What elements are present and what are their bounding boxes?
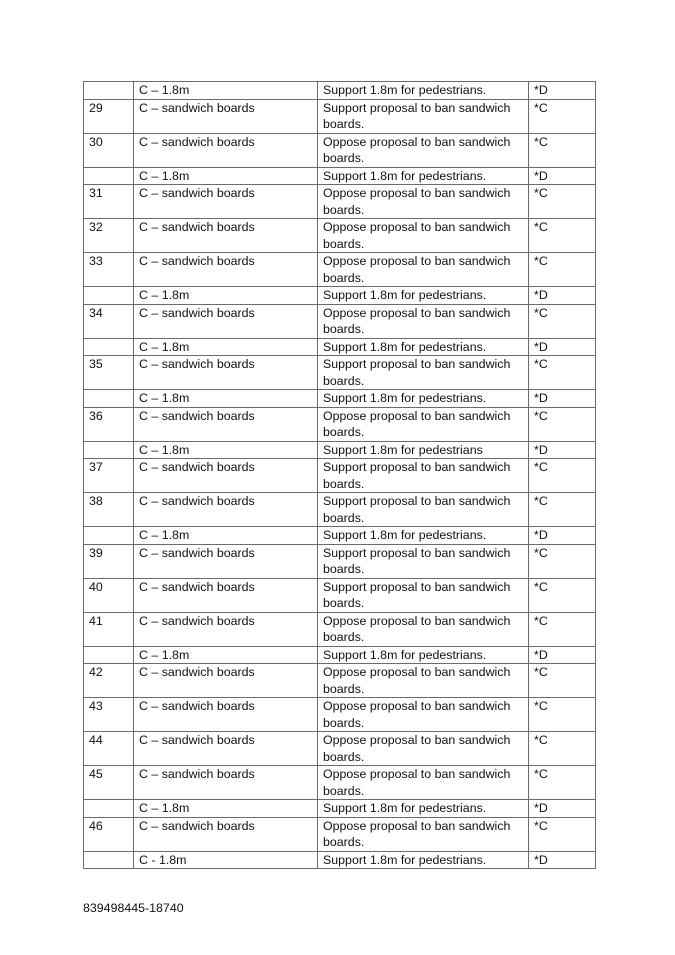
response-number-cell: 37 — [84, 459, 134, 493]
response-number-cell — [84, 287, 134, 305]
topic-cell: C – sandwich boards — [134, 133, 318, 167]
topic-cell: C – sandwich boards — [134, 407, 318, 441]
topic-cell: C – sandwich boards — [134, 698, 318, 732]
topic-cell: C – sandwich boards — [134, 766, 318, 800]
response-number-cell: 32 — [84, 219, 134, 253]
comment-cell: Support 1.8m for pedestrians. — [318, 390, 529, 408]
topic-cell: C – sandwich boards — [134, 99, 318, 133]
comment-cell: Support proposal to ban sandwich boards. — [318, 493, 529, 527]
response-number-cell: 40 — [84, 578, 134, 612]
response-code-cell: *C — [529, 544, 596, 578]
comment-cell: Support 1.8m for pedestrians. — [318, 851, 529, 869]
response-code-cell: *D — [529, 82, 596, 100]
response-code-cell: *C — [529, 407, 596, 441]
table-row — [84, 851, 596, 869]
document-reference-number: 839498445-18740 — [83, 901, 184, 915]
topic-cell: C – sandwich boards — [134, 817, 318, 851]
table-row — [84, 817, 596, 851]
response-code-cell: *C — [529, 698, 596, 732]
topic-cell: C – 1.8m — [134, 338, 318, 356]
response-code-cell: *C — [529, 133, 596, 167]
response-code-cell: *C — [529, 185, 596, 219]
topic-cell: C – 1.8m — [134, 800, 318, 818]
comment-cell: Support 1.8m for pedestrians. — [318, 800, 529, 818]
response-number-cell: 31 — [84, 185, 134, 219]
comment-cell: Support 1.8m for pedestrians. — [318, 82, 529, 100]
topic-cell: C – sandwich boards — [134, 304, 318, 338]
response-code-cell: *C — [529, 459, 596, 493]
table-row — [84, 544, 596, 578]
table-row — [84, 698, 596, 732]
response-code-cell: *D — [529, 338, 596, 356]
response-code-cell: *C — [529, 732, 596, 766]
comment-cell: Support proposal to ban sandwich boards. — [318, 578, 529, 612]
response-code-cell: *C — [529, 253, 596, 287]
response-number-cell — [84, 167, 134, 185]
table-row — [84, 253, 596, 287]
table-row — [84, 99, 596, 133]
comment-cell: Support proposal to ban sandwich boards. — [318, 99, 529, 133]
topic-cell: C – sandwich boards — [134, 253, 318, 287]
response-code-cell: *C — [529, 664, 596, 698]
response-number-cell: 30 — [84, 133, 134, 167]
comment-cell: Oppose proposal to ban sandwich boards. — [318, 304, 529, 338]
response-number-cell: 43 — [84, 698, 134, 732]
response-code-cell: *C — [529, 99, 596, 133]
comment-cell: Support proposal to ban sandwich boards. — [318, 356, 529, 390]
response-number-cell: 36 — [84, 407, 134, 441]
response-number-cell: 38 — [84, 493, 134, 527]
comment-cell: Support 1.8m for pedestrians. — [318, 646, 529, 664]
response-number-cell — [84, 527, 134, 545]
response-number-cell: 34 — [84, 304, 134, 338]
response-code-cell: *C — [529, 493, 596, 527]
topic-cell: C – sandwich boards — [134, 459, 318, 493]
response-code-cell: *C — [529, 612, 596, 646]
comment-cell: Oppose proposal to ban sandwich boards. — [318, 698, 529, 732]
table-row — [84, 390, 596, 408]
topic-cell: C - 1.8m — [134, 851, 318, 869]
response-number-cell: 29 — [84, 99, 134, 133]
table-row — [84, 133, 596, 167]
table-row — [84, 800, 596, 818]
comment-cell: Support proposal to ban sandwich boards. — [318, 544, 529, 578]
table-row — [84, 664, 596, 698]
comment-cell: Support 1.8m for pedestrians. — [318, 527, 529, 545]
comment-cell: Oppose proposal to ban sandwich boards. — [318, 612, 529, 646]
table-body — [84, 82, 596, 869]
table-row — [84, 82, 596, 100]
topic-cell: C – sandwich boards — [134, 356, 318, 390]
consultation-responses-table — [83, 81, 596, 869]
topic-cell: C – 1.8m — [134, 287, 318, 305]
topic-cell: C – sandwich boards — [134, 732, 318, 766]
response-code-cell: *C — [529, 766, 596, 800]
topic-cell: C – sandwich boards — [134, 612, 318, 646]
table-row — [84, 167, 596, 185]
topic-cell: C – sandwich boards — [134, 493, 318, 527]
topic-cell: C – 1.8m — [134, 167, 318, 185]
response-number-cell: 42 — [84, 664, 134, 698]
comment-cell: Support 1.8m for pedestrians — [318, 441, 529, 459]
table-row — [84, 287, 596, 305]
table-row — [84, 612, 596, 646]
table-row — [84, 766, 596, 800]
comment-cell: Oppose proposal to ban sandwich boards. — [318, 664, 529, 698]
comment-cell: Oppose proposal to ban sandwich boards. — [318, 732, 529, 766]
response-number-cell — [84, 82, 134, 100]
response-number-cell: 45 — [84, 766, 134, 800]
response-number-cell — [84, 390, 134, 408]
table-row — [84, 732, 596, 766]
response-code-cell: *D — [529, 441, 596, 459]
comment-cell: Oppose proposal to ban sandwich boards. — [318, 253, 529, 287]
table-row — [84, 527, 596, 545]
response-number-cell — [84, 851, 134, 869]
response-code-cell: *D — [529, 167, 596, 185]
response-code-cell: *D — [529, 527, 596, 545]
table-row — [84, 304, 596, 338]
response-number-cell: 33 — [84, 253, 134, 287]
comment-cell: Support 1.8m for pedestrians. — [318, 287, 529, 305]
response-code-cell: *D — [529, 287, 596, 305]
response-code-cell: *C — [529, 817, 596, 851]
response-number-cell — [84, 800, 134, 818]
comment-cell: Oppose proposal to ban sandwich boards. — [318, 185, 529, 219]
topic-cell: C – 1.8m — [134, 82, 318, 100]
table-row — [84, 407, 596, 441]
response-number-cell — [84, 646, 134, 664]
response-code-cell: *D — [529, 646, 596, 664]
table-row — [84, 441, 596, 459]
topic-cell: C – sandwich boards — [134, 664, 318, 698]
response-number-cell: 44 — [84, 732, 134, 766]
response-code-cell: *D — [529, 390, 596, 408]
response-number-cell: 41 — [84, 612, 134, 646]
topic-cell: C – sandwich boards — [134, 578, 318, 612]
response-code-cell: *C — [529, 578, 596, 612]
topic-cell: C – 1.8m — [134, 441, 318, 459]
response-code-cell: *D — [529, 851, 596, 869]
topic-cell: C – 1.8m — [134, 527, 318, 545]
response-number-cell: 46 — [84, 817, 134, 851]
response-number-cell: 39 — [84, 544, 134, 578]
table-row — [84, 356, 596, 390]
topic-cell: C – sandwich boards — [134, 219, 318, 253]
response-code-cell: *C — [529, 304, 596, 338]
comment-cell: Oppose proposal to ban sandwich boards. — [318, 133, 529, 167]
comment-cell: Oppose proposal to ban sandwich boards. — [318, 407, 529, 441]
comment-cell: Oppose proposal to ban sandwich boards. — [318, 219, 529, 253]
response-code-cell: *C — [529, 219, 596, 253]
comment-cell: Support 1.8m for pedestrians. — [318, 167, 529, 185]
comment-cell: Support proposal to ban sandwich boards. — [318, 459, 529, 493]
comment-cell: Oppose proposal to ban sandwich boards. — [318, 766, 529, 800]
response-code-cell: *C — [529, 356, 596, 390]
topic-cell: C – sandwich boards — [134, 185, 318, 219]
topic-cell: C – sandwich boards — [134, 544, 318, 578]
table-row — [84, 493, 596, 527]
response-number-cell: 35 — [84, 356, 134, 390]
response-number-cell — [84, 441, 134, 459]
table-row — [84, 459, 596, 493]
comment-cell: Support 1.8m for pedestrians. — [318, 338, 529, 356]
topic-cell: C – 1.8m — [134, 646, 318, 664]
topic-cell: C – 1.8m — [134, 390, 318, 408]
table-row — [84, 219, 596, 253]
table-row — [84, 185, 596, 219]
comment-cell: Oppose proposal to ban sandwich boards. — [318, 817, 529, 851]
response-number-cell — [84, 338, 134, 356]
table-row — [84, 578, 596, 612]
table-row — [84, 646, 596, 664]
table-row — [84, 338, 596, 356]
response-code-cell: *D — [529, 800, 596, 818]
